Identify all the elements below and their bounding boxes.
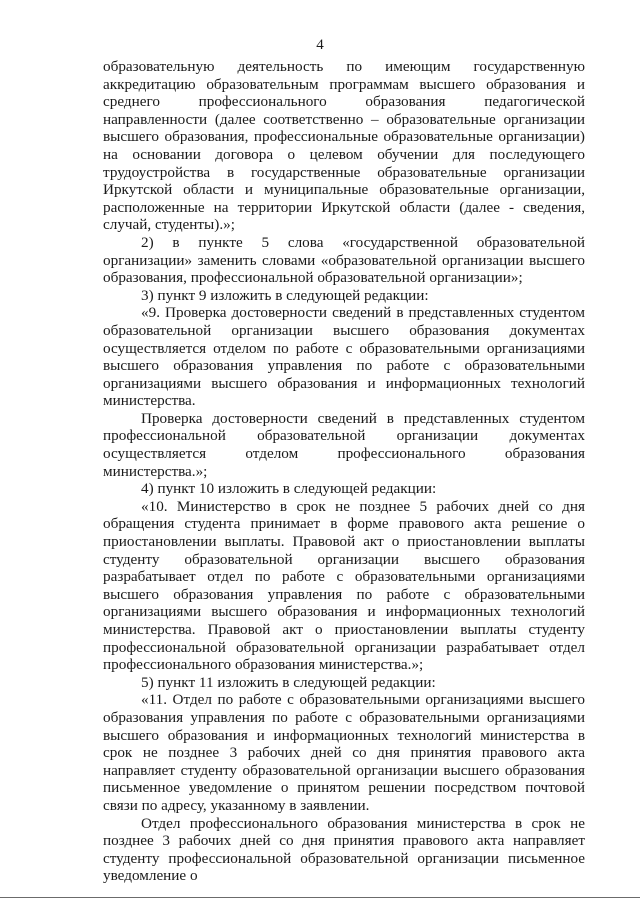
paragraph-point-11-part-2: Отдел профессионального образования министерства в срок не позднее 3 рабочих дней со дня принятия правового акта направляет студенту профессиональной образовательной организации письменное уведомление о (103, 814, 585, 885)
paragraph-item-5-heading: 5) пункт 11 изложить в следующей редакции: (141, 673, 436, 691)
paragraph-item-2: 2) в пункте 5 слова «государственной образовательной организации» заменить словами «образовательной организации высшего образования, профессиональной образовательной организации»; (103, 233, 585, 287)
scan-edge-line (0, 897, 640, 898)
paragraph-point-9-part-2: Проверка достоверности сведений в представленных студентом профессиональной образовательной организации документах осуществляется отделом профессионального образования министерства.»; (103, 409, 585, 480)
paragraph-item-3-heading: 3) пункт 9 изложить в следующей редакции: (141, 286, 429, 304)
page-number: 4 (316, 37, 324, 53)
document-body (103, 58, 585, 885)
paragraph-point-9: «9. Проверка достоверности сведений в представленных студентом образовательной организации высшего образования документах осуществляется отделом по работе с образовательными организациями высшего образования управления по работе с образовательными организациями высшего образования и информационных технологий министерства. (103, 304, 585, 410)
paragraph-point-11: «11. Отдел по работе с образовательными организациями высшего образования управления по работе с образовательными организациями высшего образования и информационных технологий министерства в срок не позднее 3 рабочих дней со дня принятия правового акта направляет студенту образовательной организации высшего образования письменное уведомление о принятом решении посредством почтовой связи по адресу, указанному в заявлении. (103, 691, 585, 814)
paragraph-continuation: образовательную деятельность по имеющим государственную аккредитацию образовательным программам высшего образования и среднего профессионального образования педагогической направленности (далее соответственно – образовательные организации высшего образования, профессиональные образовательные организации) на основании договора о целевом обучении для последующего трудоустройства в государственные образовательные организации Иркутской области и муниципальные образовательные организации, расположенные на территории Иркутской области (далее - сведения, случай, студенты).»; (103, 58, 585, 234)
paragraph-item-4-heading: 4) пункт 10 изложить в следующей редакции: (141, 480, 437, 498)
paragraph-point-10: «10. Министерство в срок не позднее 5 рабочих дней со дня обращения студента принимает в форме правового акта решение о приостановлении выплаты. Правовой акт о приостановлении выплаты студенту образовательной организации высшего образования разрабатывает отдел по работе с образовательными организациями высшего образования управления по работе с образовательными организациями высшего образования и информационных технологий министерства. Правовой акт о приостановлении выплаты студенту профессиональной образовательной организации разрабатывает отдел профессионального образования министерства.»; (103, 497, 585, 674)
